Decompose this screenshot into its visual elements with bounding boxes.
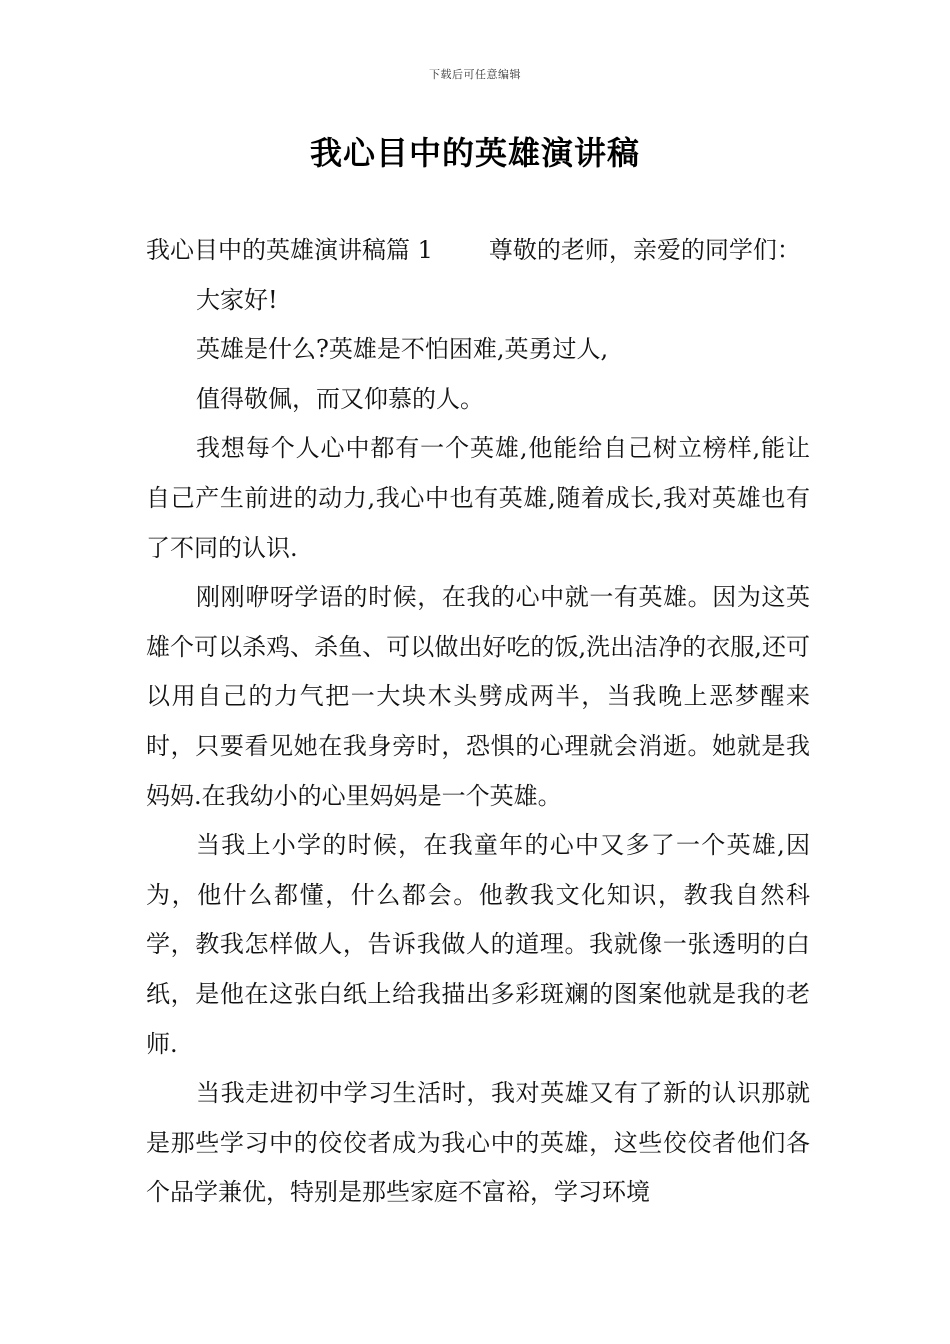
paragraph-teacher: 当我上小学的时候，在我童年的心中又多了一个英雄,因为，他什么都懂，什么都会。他教我文化知识，教我自然科学，教我怎样做人，告诉我做人的道理。我就像一张透明的白纸，是他在这张白纸上给我描出多彩斑斓的图案他就是我的老师. [146,831,810,1058]
section-heading: 我心目中的英雄演讲稿篇 1 [146,236,433,264]
intro-line [146,226,810,276]
salutation: 尊敬的老师，亲爱的同学们： [488,236,801,264]
paragraph-definition: 值得敬佩，而又仰慕的人。 [196,384,484,413]
paragraph-question: 英雄是什么?英雄是不怕困难,英勇过人, [196,335,609,364]
paragraph-classmates: 当我走进初中学习生活时，我对英雄又有了新的认识那就是那些学习中的佼佼者成为我心中的英雄，这些佼佼者他们各个品学兼优，特别是那些家庭不富裕，学习环境 [146,1079,810,1207]
paragraph-greeting: 大家好! [196,285,278,314]
document-title: 我心目中的英雄演讲稿 [309,134,640,172]
paragraph-mother: 刚刚咿呀学语的时候，在我的心中就一有英雄。因为这英雄个可以杀鸡、杀鱼、可以做出好吃的饭,洗出洁净的衣服,还可以用自己的力气把一大块木头劈成两半，当我晚上恶梦醒来时，只要看见她在我身旁时，恐惧的心理就会消逝。她就是我妈妈.在我幼小的心里妈妈是一个英雄。 [146,583,810,810]
header-note: 下载后可任意编辑 [429,68,521,81]
document-body [146,226,810,1218]
paragraph-hero-intro: 我想每个人心中都有一个英雄,他能给自己树立榜样,能让自己产生前进的动力,我心中也有英雄,随着成长,我对英雄也有了不同的认识. [146,434,810,562]
